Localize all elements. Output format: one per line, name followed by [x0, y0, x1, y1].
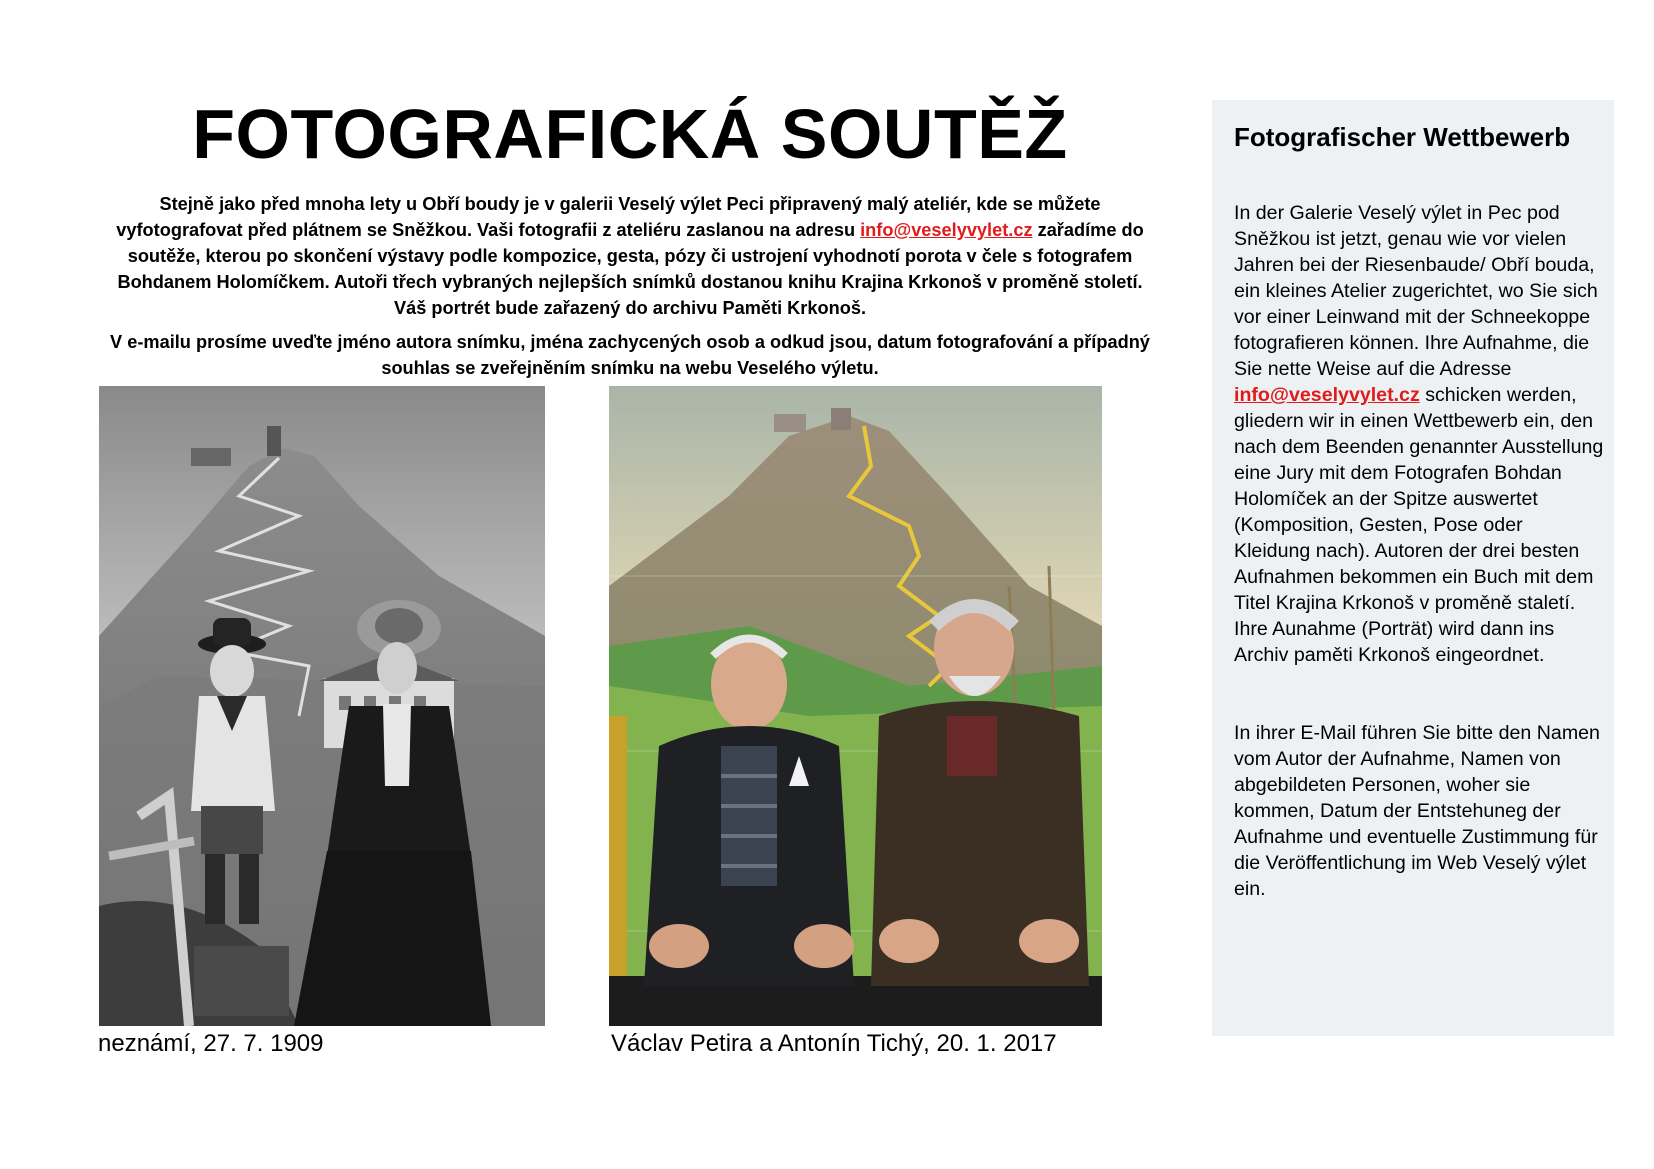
sidebar-email-link[interactable]: info@veselyvylet.cz [1234, 384, 1420, 406]
historic-photo-caption: neznámí, 27. 7. 1909 [98, 1030, 324, 1057]
sidebar-body [1234, 200, 1604, 902]
historic-photo [99, 386, 545, 1026]
intro-paragraph-1 [100, 191, 1160, 321]
intro-text-part: Stejně jako před mnoha lety u Obří boudy je v galerii Veselý výlet Peci připravený malý ateliér, kde se můžete vyfotografovat před plátnem se Sněžkou. Vaši fotografii z ateliéru zaslanou na adresu [116, 194, 1101, 240]
modern-photo-caption: Václav Petira a Antonín Tichý, 20. 1. 2017 [611, 1030, 1057, 1057]
sidebar-text-part: In der Galerie Veselý výlet in Pec pod Sněžkou ist jetzt, genau wie vor vielen Jahren bei der Riesenbaude/ Obří bouda, ein kleines Atelier zugerichtet, wo Sie sich vor einer Leinwand mit der Schneekoppe fotografieren können. Ihre Aufnahme, die Sie nette Weise auf die Adresse [1234, 202, 1598, 380]
modern-photo [609, 386, 1102, 1026]
page-title: FOTOGRAFICKÁ SOUTĚŽ [192, 95, 1068, 173]
sidebar-paragraph-2: In ihrer E-Mail führen Sie bitte den Namen vom Autor der Aufnahme, Namen von abgebildeten Personen, woher sie kommen, Datum der Entstehuneg der Aufnahme und eventuelle Zustimmung für die Veröffentlichung im Web Veselý výlet ein. [1234, 722, 1600, 900]
sidebar-heading: Fotografischer Wettbewerb [1234, 122, 1571, 152]
intro-text-part: zařadíme do soutěže, kterou po skončení výstavy podle kompozice, gesta, pózy či ustrojení vyhodnotí porota v čele s fotografem Bohdanem Holomíčkem. Autoři třech vybraných nejlepších snímků dostanou knihu Krajina Krkonoš v proměně století. Váš portrét bude zařazený do archivu Paměti Krkonoš. [117, 220, 1144, 318]
sidebar-text-part: schicken werden, gliedern wir in einen Wettbewerb ein, den nach dem Beenden genannter Ausstellung eine Jury mit dem Fotografen Bohdan Holomíček an der Spitze auswertet (Komposition, Gesten, Pose oder Kleidung nach). Autoren der drei besten Aufnahmen bekommen ein Buch mit dem Titel Krajina Krkonoš v proměně staletí. Ihre Aunahme (Porträt) wird dann ins Archiv paměti Krkonoš eingeordnet. [1234, 384, 1604, 666]
german-sidebar [1212, 100, 1614, 1036]
intro-text [100, 191, 1160, 381]
sidebar-paragraph-1 [1234, 200, 1604, 668]
email-link[interactable]: info@veselyvylet.cz [860, 220, 1033, 240]
intro-paragraph-2: V e-mailu prosíme uveďte jméno autora snímku, jména zachycených osob a odkud jsou, datum fotografování a případný souhlas se zveřejněním snímku na webu Veselého výletu. [110, 332, 1150, 378]
